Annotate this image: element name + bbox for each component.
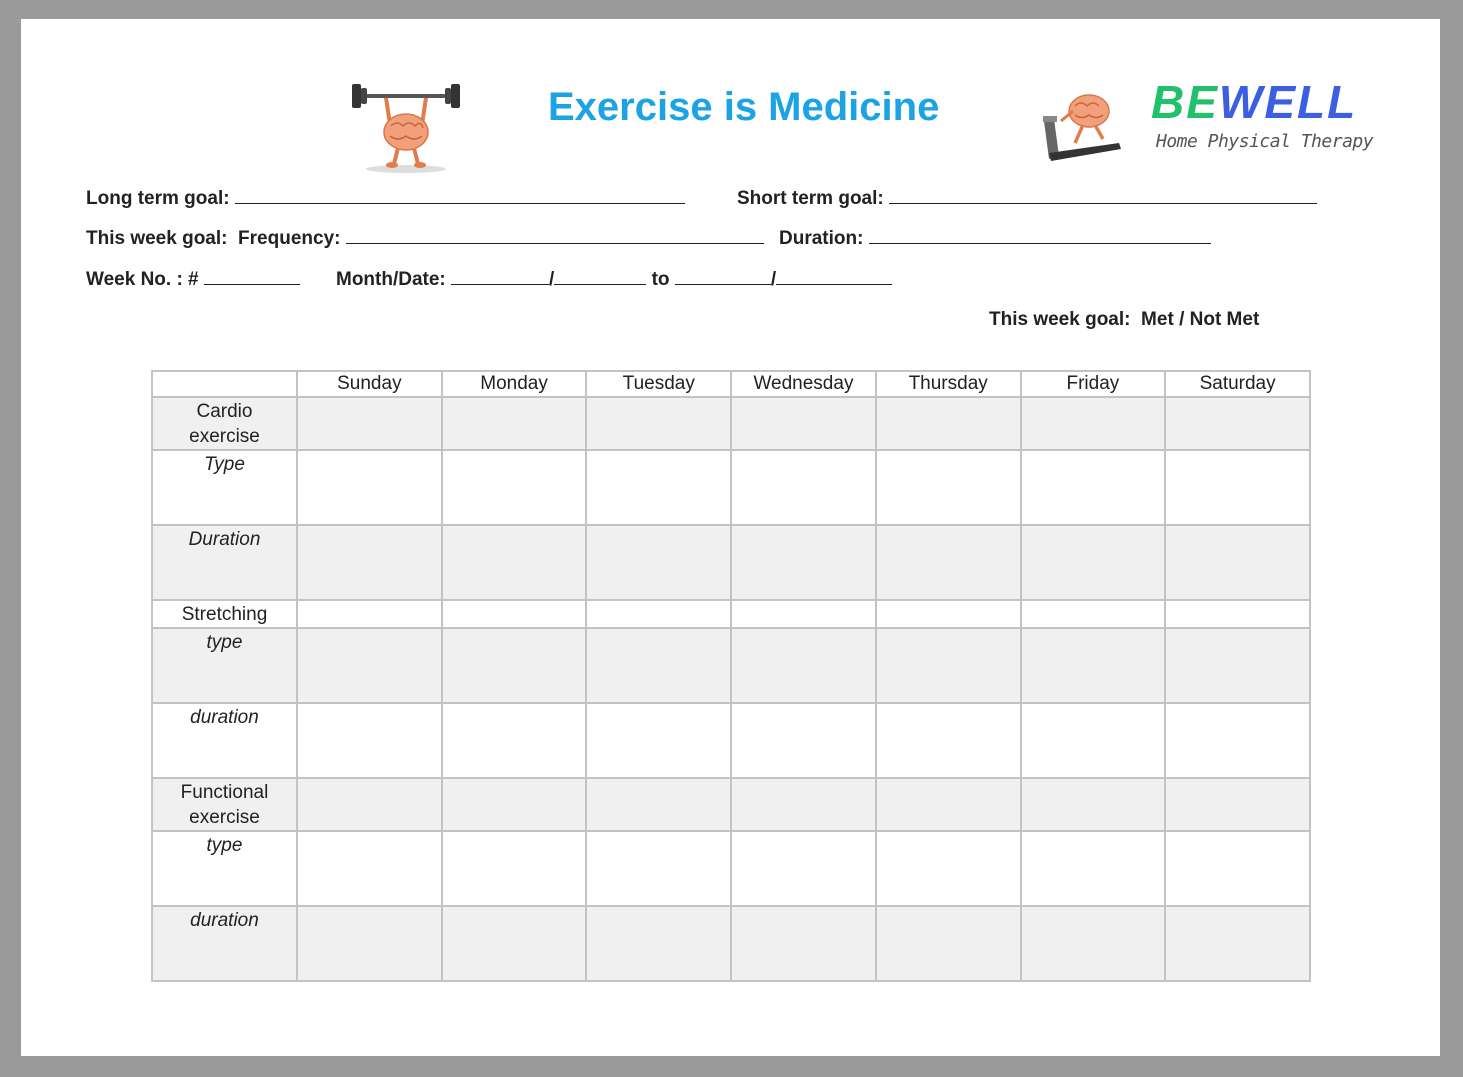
table-cell[interactable] [586, 831, 731, 906]
row-label-functional-type: type [152, 831, 297, 906]
start-date-blank[interactable] [554, 268, 646, 285]
row-label-cardio-type: Type [152, 450, 297, 525]
table-header-row [152, 371, 1310, 397]
long-term-goal-label: Long term goal: [86, 188, 230, 209]
table-cell[interactable] [1165, 600, 1310, 628]
day-header-sunday: Sunday [297, 371, 442, 397]
table-cell[interactable] [442, 906, 587, 981]
frequency-label: Frequency: [238, 228, 341, 249]
table-cell[interactable] [731, 778, 876, 831]
table-cell[interactable] [1165, 628, 1310, 703]
short-term-goal-row [737, 187, 1317, 210]
week-no-blank[interactable] [204, 268, 300, 285]
day-header-thursday: Thursday [876, 371, 1021, 397]
table-cell[interactable] [1021, 600, 1166, 628]
logo-be: BE [1151, 76, 1219, 128]
table-cell[interactable] [876, 450, 1021, 525]
row-label-functional-duration: duration [152, 906, 297, 981]
table-cell[interactable] [1021, 525, 1166, 600]
table-cell[interactable] [876, 397, 1021, 450]
month-date-row [336, 268, 892, 291]
table-cell[interactable] [586, 600, 731, 628]
table-cell[interactable] [731, 397, 876, 450]
table-cell[interactable] [1021, 703, 1166, 778]
short-term-goal-blank[interactable] [889, 187, 1317, 204]
week-goal-status-label: This week goal: [989, 309, 1131, 330]
day-header-wednesday: Wednesday [731, 371, 876, 397]
functional-label-line1: Functional [180, 782, 269, 803]
table-cell[interactable] [297, 778, 442, 831]
table-cell[interactable] [442, 600, 587, 628]
table-cell[interactable] [876, 831, 1021, 906]
table-cell[interactable] [586, 778, 731, 831]
row-label-cardio-exercise [152, 397, 297, 450]
table-cell[interactable] [1021, 450, 1166, 525]
table-cell[interactable] [1021, 778, 1166, 831]
long-term-goal-blank[interactable] [235, 187, 685, 204]
table-cell[interactable] [297, 703, 442, 778]
table-row [152, 397, 1310, 450]
duration-blank[interactable] [869, 227, 1211, 244]
logo-subtitle: Home Physical Therapy [1156, 131, 1374, 152]
end-month-blank[interactable] [675, 268, 771, 285]
table-cell[interactable] [731, 628, 876, 703]
table-cell[interactable] [297, 906, 442, 981]
functional-label-line2: exercise [189, 807, 260, 828]
week-no-row [86, 268, 300, 291]
table-cell[interactable] [731, 525, 876, 600]
table-corner-cell [152, 371, 297, 397]
table-cell[interactable] [1165, 778, 1310, 831]
table-cell[interactable] [442, 628, 587, 703]
page-title: Exercise is Medicine [548, 85, 940, 129]
row-label-stretching-type: type [152, 628, 297, 703]
date-slash-2: / [770, 269, 777, 290]
row-label-functional-exercise [152, 778, 297, 831]
table-cell[interactable] [876, 600, 1021, 628]
not-met-option[interactable]: / Not Met [1179, 309, 1260, 330]
table-cell[interactable] [297, 397, 442, 450]
table-cell[interactable] [876, 628, 1021, 703]
table-cell[interactable] [297, 600, 442, 628]
table-row [152, 778, 1310, 831]
table-cell[interactable] [586, 703, 731, 778]
day-header-monday: Monday [442, 371, 587, 397]
table-cell[interactable] [297, 831, 442, 906]
table-cell[interactable] [297, 450, 442, 525]
row-label-cardio-duration: Duration [152, 525, 297, 600]
table-cell[interactable] [1021, 628, 1166, 703]
table-row [152, 628, 1310, 703]
table-cell[interactable] [876, 703, 1021, 778]
table-cell[interactable] [1165, 397, 1310, 450]
table-cell[interactable] [1165, 525, 1310, 600]
table-row [152, 906, 1310, 981]
bewell-logo [1151, 75, 1374, 165]
duration-label: Duration: [779, 228, 864, 249]
table-cell[interactable] [297, 628, 442, 703]
table-cell[interactable] [1021, 906, 1166, 981]
table-cell[interactable] [442, 450, 587, 525]
cardio-label-line2: exercise [189, 426, 260, 447]
table-row [152, 600, 1310, 628]
table-cell[interactable] [586, 525, 731, 600]
table-cell[interactable] [442, 397, 587, 450]
day-header-friday: Friday [1021, 371, 1166, 397]
month-date-label: Month/Date: [336, 269, 446, 290]
treadmill-brain-icon [1039, 81, 1124, 166]
logo-well: WELL [1218, 76, 1358, 128]
long-term-goal-row [86, 187, 685, 210]
cardio-label-line1: Cardio [196, 401, 253, 422]
logo-wordmark [1151, 75, 1357, 129]
table-row [152, 450, 1310, 525]
weekly-exercise-table [151, 370, 1311, 982]
table-cell[interactable] [442, 778, 587, 831]
week-goal-status-row [989, 309, 1259, 331]
worksheet-page [21, 19, 1440, 1056]
met-option[interactable]: Met [1141, 309, 1174, 330]
table-cell[interactable] [442, 525, 587, 600]
table-cell[interactable] [876, 778, 1021, 831]
table-cell[interactable] [731, 703, 876, 778]
table-cell[interactable] [586, 450, 731, 525]
table-cell[interactable] [876, 906, 1021, 981]
duration-row [779, 227, 1211, 250]
table-row [152, 703, 1310, 778]
row-label-stretching: Stretching [152, 600, 297, 628]
end-date-blank[interactable] [776, 268, 892, 285]
this-week-goal-row [86, 227, 764, 250]
table-cell[interactable] [731, 906, 876, 981]
table-cell[interactable] [1021, 397, 1166, 450]
date-slash-1: / [549, 269, 555, 290]
table-cell[interactable] [297, 525, 442, 600]
to-label: to [651, 269, 670, 290]
table-row [152, 525, 1310, 600]
day-header-tuesday: Tuesday [586, 371, 731, 397]
frequency-blank[interactable] [346, 227, 764, 244]
table-cell[interactable] [1165, 906, 1310, 981]
start-month-blank[interactable] [451, 268, 549, 285]
table-cell[interactable] [1165, 703, 1310, 778]
table-cell[interactable] [586, 906, 731, 981]
weightlifting-brain-icon [346, 64, 466, 179]
table-cell[interactable] [1021, 831, 1166, 906]
row-label-stretching-duration: duration [152, 703, 297, 778]
table-cell[interactable] [1165, 450, 1310, 525]
day-header-saturday: Saturday [1165, 371, 1310, 397]
table-cell[interactable] [442, 831, 587, 906]
this-week-goal-label: This week goal: [86, 228, 228, 249]
short-term-goal-label: Short term goal: [737, 188, 884, 209]
table-cell[interactable] [1165, 831, 1310, 906]
table-cell[interactable] [731, 450, 876, 525]
table-cell[interactable] [876, 525, 1021, 600]
table-cell[interactable] [731, 831, 876, 906]
table-row [152, 831, 1310, 906]
table-cell[interactable] [731, 600, 876, 628]
table-cell[interactable] [586, 397, 731, 450]
week-no-label: Week No. : # [86, 269, 199, 290]
table-cell[interactable] [586, 628, 731, 703]
table-cell[interactable] [442, 703, 587, 778]
